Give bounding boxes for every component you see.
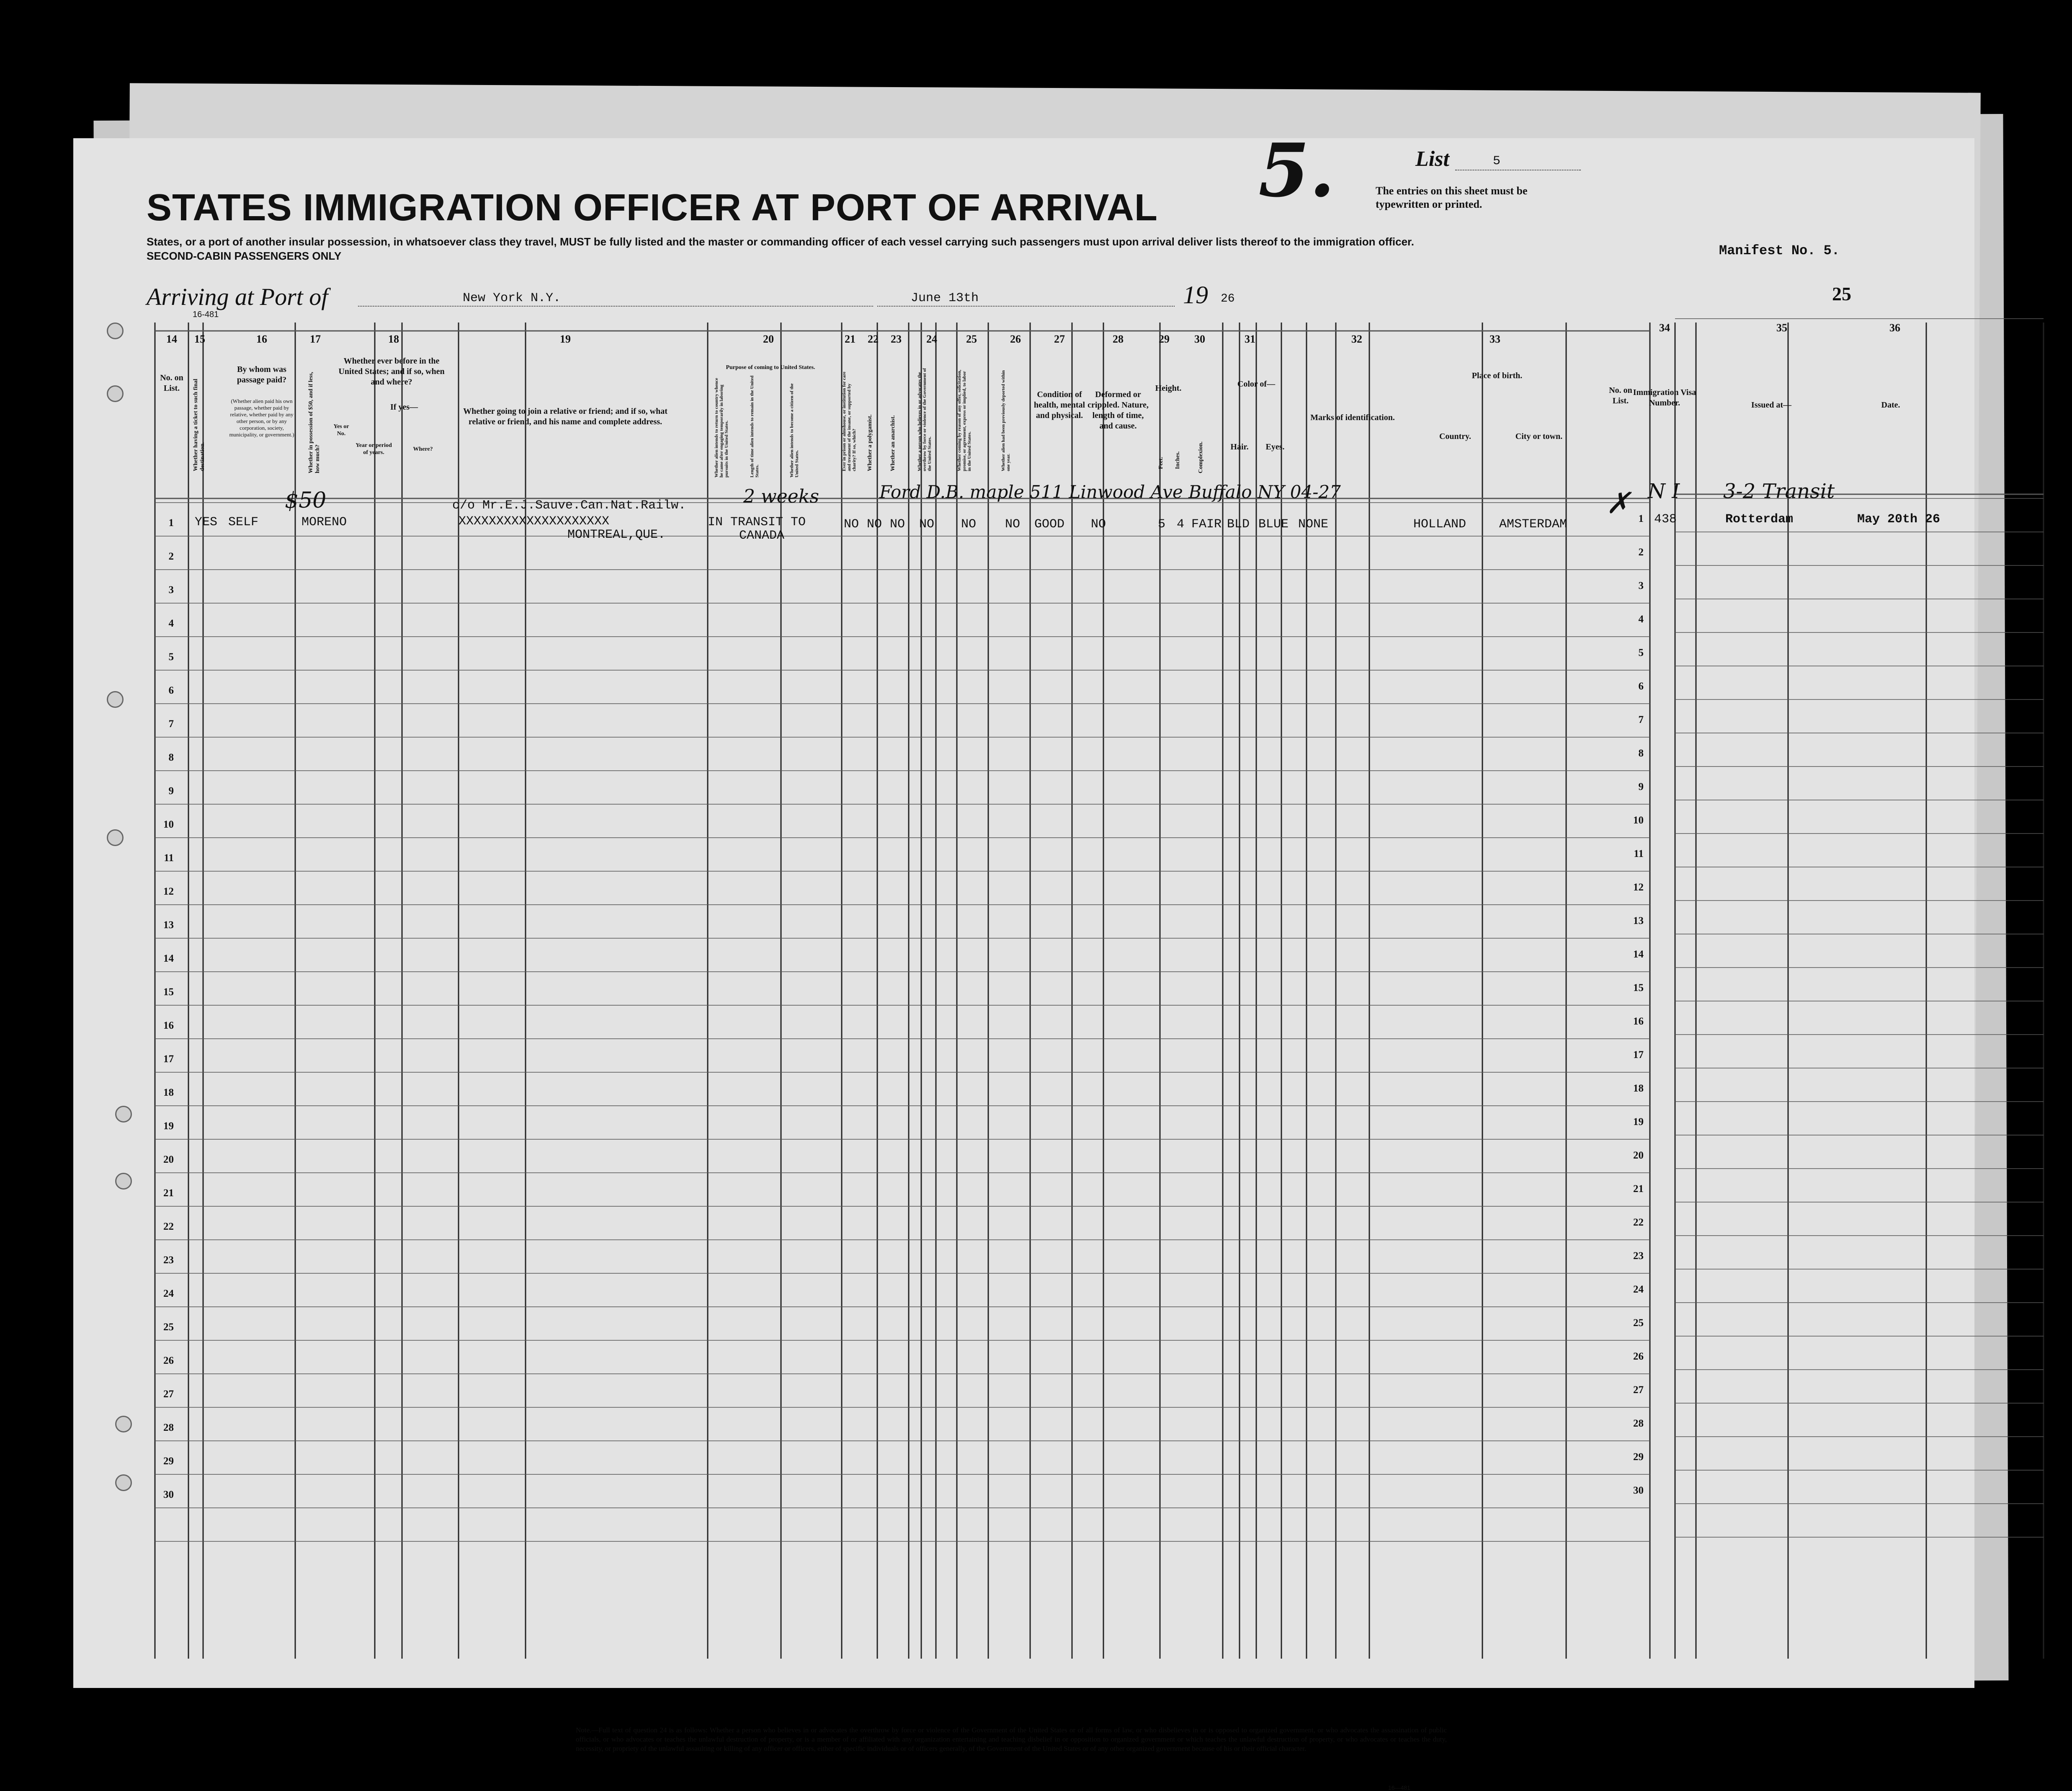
binder-hole <box>107 829 124 846</box>
row-number-right: 29 <box>1633 1451 1644 1463</box>
row1-country: HOLLAND <box>1413 517 1466 532</box>
col-number-22: 22 <box>868 333 879 345</box>
col-number-35: 35 <box>1776 322 1787 334</box>
col-number-18: 18 <box>388 333 399 345</box>
header-color: Color of— <box>1237 379 1276 389</box>
row-number-right: 24 <box>1633 1284 1644 1295</box>
row-number: 20 <box>163 1154 174 1165</box>
row-number-right: 17 <box>1633 1049 1644 1061</box>
row-number: 6 <box>168 685 174 696</box>
row-number-right: 15 <box>1633 982 1644 994</box>
binder-hole <box>107 323 124 339</box>
row-number: 28 <box>163 1422 174 1433</box>
row1-date-issued: May 20th 26 <box>1857 512 1941 526</box>
row-number-right: 14 <box>1633 949 1644 960</box>
row1-hair: BLD <box>1227 517 1250 532</box>
instructions-line2: SECOND-CABIN PASSENGERS ONLY <box>147 250 342 262</box>
row-number: 5 <box>168 651 174 663</box>
header-money: Whether in possession of $50, and if less, how much? <box>308 372 321 473</box>
row1-c23: NO <box>890 517 905 532</box>
date-value: June 13th <box>911 291 979 305</box>
header-purpose-b: Length of time alien intends to remain in the United States. <box>750 375 760 477</box>
year-prefix: 19 <box>1183 281 1208 309</box>
header-before-us: Whether ever before in the United States; and if so, when and where? <box>338 356 445 387</box>
row-number-right: 3 <box>1638 580 1644 591</box>
row1-purpose-handwritten: 2 weeks <box>743 486 819 507</box>
header-if-yes: If yes— <box>390 403 418 412</box>
page-title: STATES IMMIGRATION OFFICER AT PORT OF ARRIVAL <box>147 187 1158 229</box>
row-number-right: 11 <box>1634 848 1644 859</box>
header-passage-paid-sub: (Whether alien paid his own passage, whether paid by relative, whether paid by any other person, or by any corporation, society, municipality, or government.) <box>229 398 294 438</box>
row-number-right: 30 <box>1633 1485 1644 1496</box>
row-number-right: 13 <box>1633 915 1644 926</box>
col-number-33: 33 <box>1490 333 1500 345</box>
header-deported: Whether alien had been previously deported within one year. <box>1001 370 1011 471</box>
row1-c25: NO <box>961 517 977 532</box>
header-deformed: Deformed or crippled. Nature, length of time, and cause. <box>1088 390 1149 431</box>
form-code: 16-481 <box>193 310 219 319</box>
col-number-26: 26 <box>1010 333 1021 345</box>
header-complexion: Complexion. <box>1198 441 1204 473</box>
col-number-32: 32 <box>1351 333 1362 345</box>
row1-issued-handwritten: 3-2 Transit <box>1723 480 1835 503</box>
row-number: 10 <box>163 819 174 830</box>
row-number-right: 20 <box>1633 1150 1644 1161</box>
row1-purpose-line1: IN TRANSIT TO <box>708 515 806 529</box>
col-number-20: 20 <box>763 333 774 345</box>
row1-eyes: BLUE <box>1258 517 1289 532</box>
header-country: Country. <box>1439 432 1472 441</box>
binder-hole <box>115 1416 132 1432</box>
col-number-27: 27 <box>1054 333 1065 345</box>
header-date: Date. <box>1881 400 1900 410</box>
header-eyes: Eyes. <box>1265 442 1285 452</box>
row-number: 12 <box>163 886 174 897</box>
row1-inches: 4 <box>1177 517 1185 532</box>
header-labor-offer: Whether coming by reason of any offer, solicitation, promise, or agreement, express or implied, to labor in the United States. <box>957 369 972 471</box>
row-number: 15 <box>163 986 174 998</box>
row-number: 1 <box>168 517 174 529</box>
header-inches: Inches. <box>1175 451 1181 469</box>
row-number: 13 <box>163 919 174 931</box>
col-number-16: 16 <box>256 333 267 345</box>
row-number-right: 23 <box>1633 1250 1644 1262</box>
row1-c26: NO <box>1005 517 1021 532</box>
row1-issued-at: Rotterdam <box>1725 512 1794 526</box>
row-number: 19 <box>163 1120 174 1132</box>
row-number: 7 <box>168 718 174 730</box>
row-number: 14 <box>163 953 174 964</box>
row-number: 26 <box>163 1355 174 1366</box>
row-number-right: 4 <box>1638 614 1644 625</box>
date-underline <box>877 306 1175 307</box>
header-health: Condition of health, mental and physical. <box>1033 390 1085 420</box>
binder-hole <box>115 1173 132 1190</box>
row1-c22: NO <box>867 517 882 532</box>
col-number-29: 29 <box>1159 333 1170 345</box>
port-underline <box>358 306 873 307</box>
row1-purpose-line2: CANADA <box>739 529 785 543</box>
row1-checkmark: ✗ <box>1606 486 1631 520</box>
row-number: 22 <box>163 1221 174 1232</box>
row1-complexion: FAIR <box>1191 517 1222 532</box>
row-number: 25 <box>163 1321 174 1333</box>
col-number-34: 34 <box>1659 322 1670 334</box>
row-number: 3 <box>168 584 174 596</box>
header-height: Height. <box>1155 384 1182 393</box>
row-number: 2 <box>168 551 174 562</box>
row-number: 18 <box>163 1087 174 1098</box>
header-visa: Immigration Visa Number. <box>1633 388 1696 408</box>
col-number-28: 28 <box>1113 333 1124 345</box>
header-purpose: Purpose of coming to United States. <box>726 364 815 371</box>
row-number: 16 <box>163 1020 174 1031</box>
row-number-right: 18 <box>1633 1083 1644 1094</box>
row-number-right: 16 <box>1633 1016 1644 1027</box>
row1-health: GOOD <box>1034 517 1065 532</box>
header-years: Year or period of years. <box>356 442 392 456</box>
row1-money-handwritten: $50 <box>285 488 327 513</box>
row-number-right: 2 <box>1638 547 1644 558</box>
row1-c24: NO <box>919 517 935 532</box>
binder-hole <box>107 385 124 402</box>
header-no-on-list-2: No. on List. <box>1609 386 1632 405</box>
col-number-25: 25 <box>966 333 977 345</box>
row1-deformed: NO <box>1091 517 1106 532</box>
header-purpose-c: Whether alien intends to become a citizen of the United States. <box>789 383 799 477</box>
footnote: Note.—Full text of question 24 is as follows: Whether a person who believes in or advocates the overthrow by force or violence of the Government of the United States or of all forms of law, or who disbelieves in or is opposed to organized government, or who advocates the assassination of public officials, or who advocates or teaches the unlawful destruction of property, or is a member of or affiliated with any organization entertaining and teaching disbelief in or opposition to organized government or which teaches the unlawful destruction of property, or who advocates or teaches the duty, necessity, or propriety of the unlawful assaulting or killing of any officer or officers, either of specific individuals or of officers generally, of the Government of the United States or of any other organized government because of his or their official character. <box>576 1726 1447 1752</box>
row1-join-line1: c/o Mr.E.J.Sauve.Can.Nat.Railw. <box>452 498 686 513</box>
row1-city: AMSTERDAM <box>1499 517 1567 532</box>
header-prison: Ever in prison or almshouse, or institution for care and treatment of the insane, or supported by charity? If so, which? <box>842 372 857 471</box>
instructions-line1: States, or a port of another insular possession, in whatsoever class they travel, MUST be fully listed and the master or commanding officer of each vessel carrying such passengers must upon arrival deliver lists thereof to the immigration officer. <box>147 235 1414 248</box>
row-number: 4 <box>168 618 174 629</box>
header-anarchist: Whether an anarchist. <box>890 415 896 471</box>
row1-join-line2: XXXXXXXXXXXXXXXXXXXX <box>459 514 610 529</box>
row1-visa: 438 <box>1654 512 1677 526</box>
header-passage-paid: By whom was passage paid? <box>237 365 287 385</box>
list-label: List <box>1415 147 1449 171</box>
header-hair: Hair. <box>1230 442 1249 452</box>
header-no-on-list: No. on List. <box>160 373 183 393</box>
port-value: New York N.Y. <box>463 291 561 305</box>
row-number-right: 5 <box>1638 647 1644 658</box>
col-number-24: 24 <box>926 333 937 345</box>
row1-feet: 5 <box>1158 517 1166 532</box>
row1-c21: NO <box>844 517 859 532</box>
row-number-right: 26 <box>1633 1351 1644 1362</box>
row-number-right: 12 <box>1633 882 1644 893</box>
list-value: 5 <box>1493 154 1501 168</box>
header-issued-at: Issued at— <box>1751 400 1792 410</box>
row-number: 11 <box>164 852 174 864</box>
col-number-30: 30 <box>1194 333 1205 345</box>
row-number: 21 <box>163 1187 174 1199</box>
header-ticket: Whether having a ticket to such final destination. <box>193 379 206 471</box>
header-where: Where? <box>413 446 433 452</box>
page-number: 25 <box>1832 283 1851 305</box>
header-place-of-birth: Place of birth. <box>1472 371 1523 380</box>
row1-annotation-handwritten: Ford D.B. maple 511 Linwood Ave Buffalo NY 04-27 <box>879 482 1341 502</box>
row-number-right: 8 <box>1638 748 1644 759</box>
binder-hole <box>115 1474 132 1491</box>
row-number: 17 <box>163 1053 174 1065</box>
row-number: 30 <box>163 1489 174 1500</box>
list-number-handwritten: 5. <box>1258 128 1335 214</box>
row1-visa-handwritten: N I <box>1648 480 1680 503</box>
row-number: 29 <box>163 1456 174 1467</box>
row-number-right: 6 <box>1638 681 1644 692</box>
row1-paid-by: SELF <box>228 515 259 529</box>
sheet-note: The entries on this sheet must be typewritten or printed. <box>1376 185 1528 210</box>
col-number-36: 36 <box>1889 322 1900 334</box>
row1-marks: NONE <box>1298 517 1329 532</box>
col-number-19: 19 <box>560 333 571 345</box>
year-suffix: 26 <box>1221 292 1235 305</box>
row-number-right: 25 <box>1633 1317 1644 1329</box>
binder-hole <box>115 1106 132 1123</box>
row-number-right: 7 <box>1638 714 1644 725</box>
header-marks: Marks of identification. <box>1310 413 1395 422</box>
row-number-right: 22 <box>1633 1217 1644 1228</box>
footer-code: 16—481 <box>1388 1784 1410 1791</box>
row1-money: MORENO <box>302 515 347 529</box>
row-number-right: 28 <box>1633 1418 1644 1429</box>
instructions <box>147 235 1528 263</box>
row1-join-line3: MONTREAL,QUE. <box>567 528 666 542</box>
col-number-23: 23 <box>891 333 902 345</box>
row-number-right: 1 <box>1638 513 1644 524</box>
binder-hole <box>107 691 124 708</box>
row-number-right: 21 <box>1633 1183 1644 1195</box>
col-number-15: 15 <box>194 333 205 345</box>
arriving-label: Arriving at Port of <box>147 283 328 310</box>
header-city: City or town. <box>1515 432 1563 441</box>
row-number-right: 27 <box>1633 1384 1644 1396</box>
manifest-number: Manifest No. 5. <box>1719 243 1840 258</box>
col-number-21: 21 <box>845 333 856 345</box>
row-number-right: 9 <box>1638 781 1644 792</box>
col-number-31: 31 <box>1245 333 1255 345</box>
header-feet: Feet. <box>1158 457 1164 469</box>
row1-ticket: YES <box>195 515 218 529</box>
header-purpose-a: Whether alien intends to return to country whence he came after engaging temporarily in laboring pursuits in the United States. <box>714 378 729 477</box>
row-number-right: 10 <box>1633 815 1644 826</box>
header-overthrow: Whether a person who believes in or advocates the overthrow by force or violence of the Government of the United States. <box>917 368 932 471</box>
row-number: 9 <box>168 785 174 797</box>
row-number: 23 <box>163 1254 174 1266</box>
manifest-page <box>73 128 1974 1791</box>
col-number-17: 17 <box>310 333 321 345</box>
row-number: 27 <box>163 1388 174 1400</box>
header-polygamist: Whether a polygamist. <box>867 414 873 471</box>
header-yes-no: Yes or No. <box>333 423 349 437</box>
header-join-relative: Whether going to join a relative or friend; and if so, what relative or friend, and his name and complete address. <box>463 407 667 426</box>
row-number: 24 <box>163 1288 174 1299</box>
row-number-right: 19 <box>1633 1116 1644 1128</box>
row-number: 8 <box>168 752 174 763</box>
col-number-14: 14 <box>166 333 177 345</box>
